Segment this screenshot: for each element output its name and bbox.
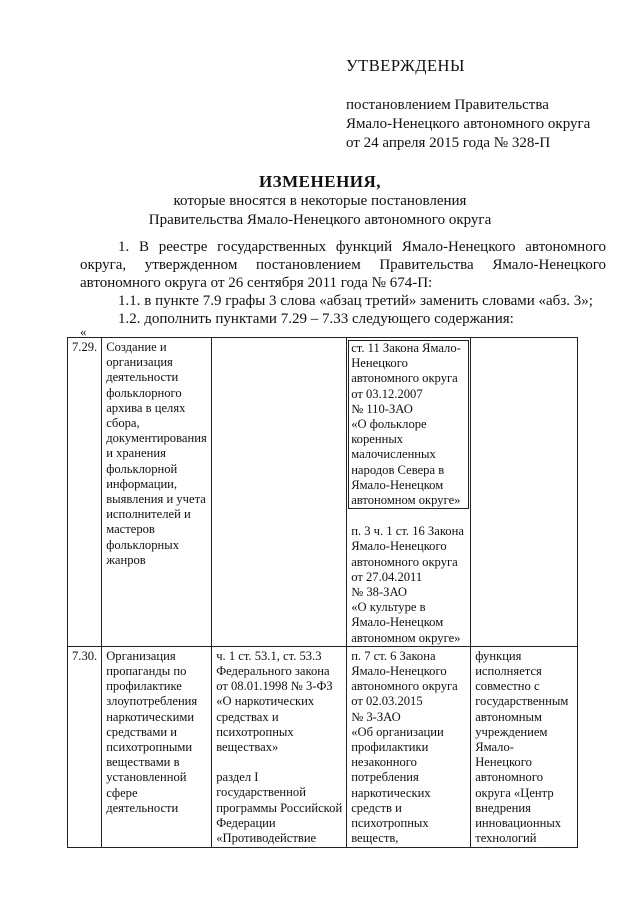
cell-text-line: внедрения bbox=[475, 800, 531, 815]
approval-line: постановлением Правительства bbox=[346, 97, 549, 113]
cell-text-line: округа «Центр bbox=[475, 785, 554, 800]
cell-text-line: Федерации bbox=[216, 815, 276, 830]
regional-basis-cell bbox=[347, 338, 471, 647]
table-row bbox=[68, 338, 578, 647]
cell-text-line: психотропными bbox=[106, 740, 193, 755]
cell-text-line: государственным bbox=[475, 694, 569, 709]
federal-basis-cell bbox=[212, 646, 347, 847]
document-subtitle-line: которые вносятся в некоторые постановления bbox=[173, 193, 467, 209]
cell-text-line: автономного округа bbox=[351, 371, 458, 386]
cell-text-line: № 110-ЗАО bbox=[351, 401, 413, 416]
regional-basis-box bbox=[348, 340, 469, 509]
row-number-cell bbox=[68, 338, 102, 647]
cell-text-line: веществах» bbox=[216, 740, 279, 755]
cell-text-line: № 38-ЗАО bbox=[351, 585, 408, 600]
cell-text-line: «О наркотических bbox=[216, 694, 315, 709]
note-cell bbox=[471, 646, 578, 847]
row-number: 7.30. bbox=[72, 648, 98, 663]
cell-text-line: автономном округе» bbox=[351, 630, 461, 645]
cell-text-line: от 02.03.2015 bbox=[351, 694, 423, 709]
cell-text-line: исполняется bbox=[475, 664, 542, 679]
function-name-cell bbox=[102, 646, 212, 847]
cell-text-line: «О фольклоре bbox=[351, 417, 427, 432]
cell-text-line: Федерального закона bbox=[216, 664, 330, 679]
note-cell bbox=[471, 338, 578, 647]
cell-text-line: мастеров bbox=[106, 522, 155, 537]
cell-text-line: народов Севера в bbox=[351, 462, 445, 477]
cell-text-line: сбора, bbox=[106, 416, 140, 431]
cell-text-line: фольклорной bbox=[106, 461, 178, 476]
federal-basis-cell bbox=[212, 338, 347, 647]
functions-table bbox=[67, 337, 578, 848]
cell-text-line: средствах и bbox=[216, 709, 279, 724]
document-body bbox=[80, 238, 606, 328]
cell-text-line: жанров bbox=[106, 552, 146, 567]
cell-text-line: программы Российской bbox=[216, 800, 343, 815]
cell-text-line: деятельности bbox=[106, 800, 179, 815]
note-text bbox=[475, 649, 573, 847]
cell-text-line: функция bbox=[475, 648, 522, 663]
cell-text-line: Создание и bbox=[106, 340, 167, 354]
opening-quote: « bbox=[80, 324, 87, 339]
cell-text-line: совместно с bbox=[475, 679, 540, 694]
cell-text-line: выявления и учета bbox=[106, 492, 206, 507]
cell-text-line: малочисленных bbox=[351, 447, 436, 462]
cell-text-line: деятельности bbox=[106, 370, 179, 385]
cell-text-line: № 3-ЗАО bbox=[351, 709, 401, 724]
cell-text-line: исполнителей и bbox=[106, 507, 191, 522]
cell-text-line: пропаганды по bbox=[106, 664, 187, 679]
cell-text-line: автономного bbox=[475, 770, 543, 785]
cell-text-line: Ямало-Ненецком bbox=[351, 477, 444, 492]
cell-text-line: психотропных bbox=[351, 816, 429, 831]
cell-text-line: средств и bbox=[351, 800, 402, 815]
cell-text-line: профилактики bbox=[351, 740, 429, 755]
approval-line: от 24 апреля 2015 года № 328-П bbox=[346, 135, 551, 151]
cell-text-line: сфере bbox=[106, 785, 138, 800]
regional-basis-cell bbox=[347, 646, 471, 847]
document-subtitle-line: Правительства Ямало-Ненецкого автономного округа bbox=[148, 212, 492, 228]
cell-text-line: незаконного bbox=[351, 755, 417, 770]
cell-text-line: Ямало- bbox=[475, 740, 514, 755]
cell-text-line: технологий bbox=[475, 831, 537, 846]
document-title: ИЗМЕНЕНИЯ, bbox=[258, 172, 382, 191]
cell-text-line: средствами и bbox=[106, 724, 177, 739]
cell-text-line: от 03.12.2007 bbox=[351, 386, 423, 401]
cell-text-line: учреждением bbox=[475, 724, 548, 739]
document-heading bbox=[0, 172, 640, 230]
approval-title: УТВЕРЖДЕНЫ bbox=[346, 56, 465, 75]
cell-text-line: Ненецкого bbox=[351, 356, 408, 371]
cell-text-line: Ямало-Ненецкого bbox=[351, 664, 447, 679]
cell-text-line: автономного округа bbox=[351, 679, 458, 694]
cell-text-line: веществами в bbox=[106, 755, 180, 770]
cell-text-line: государственной bbox=[216, 785, 306, 800]
paragraph-1-2: 1.2. дополнить пунктами 7.29 – 7.33 следующего содержания: bbox=[118, 311, 514, 327]
cell-text-line: психотропных bbox=[216, 724, 294, 739]
paragraph-1: 1. В реестре государственных функций Ямало-Ненецкого автономного округа, утвержденном постановлением Правительства Ямало-Ненецкого автономного округа от 26 сентября 2011 года № 674-П: bbox=[80, 239, 606, 291]
cell-text-line: архива в целях bbox=[106, 400, 186, 415]
cell-text-line: ст. 11 Закона Ямало- bbox=[351, 341, 461, 355]
cell-text-line: наркотических bbox=[351, 785, 431, 800]
cell-text-line: автономным bbox=[475, 709, 542, 724]
approval-line: Ямало-Ненецкого автономного округа bbox=[346, 116, 591, 132]
cell-text-line: коренных bbox=[351, 432, 404, 447]
cell-text-line: «Противодействие bbox=[216, 831, 317, 846]
cell-text-line: и хранения bbox=[106, 446, 166, 461]
regional-basis-primary bbox=[351, 649, 466, 847]
cell-text-line: фольклорного bbox=[106, 385, 182, 400]
cell-text-line: веществ, bbox=[351, 831, 399, 846]
federal-basis-secondary bbox=[216, 770, 342, 846]
cell-text-line: организация bbox=[106, 355, 173, 370]
cell-text-line: раздел I bbox=[216, 770, 259, 785]
cell-text-line: информации, bbox=[106, 476, 178, 491]
function-name-cell bbox=[102, 338, 212, 647]
cell-text-line: ч. 1 ст. 53.1, ст. 53.3 bbox=[216, 648, 322, 663]
cell-text-line: Ямало-Ненецкого bbox=[351, 539, 447, 554]
cell-text-line: злоупотребления bbox=[106, 694, 198, 709]
row-number: 7.29. bbox=[72, 340, 98, 354]
paragraph-1-1: 1.1. в пункте 7.9 графы 3 слова «абзац третий» заменить словами «абз. 3»; bbox=[118, 293, 593, 309]
cell-text-line: инновационных bbox=[475, 816, 562, 831]
cell-text-line: наркотическими bbox=[106, 709, 195, 724]
row-number-cell bbox=[68, 646, 102, 847]
table-row bbox=[68, 646, 578, 847]
cell-text-line: установленной bbox=[106, 770, 187, 785]
cell-text-line: Организация bbox=[106, 648, 176, 663]
cell-text-line: профилактике bbox=[106, 679, 182, 694]
approval-block bbox=[346, 56, 636, 153]
cell-text-line: Ненецкого bbox=[475, 755, 532, 770]
cell-text-line: п. 7 ст. 6 Закона bbox=[351, 648, 436, 663]
cell-text-line: автономного округа bbox=[351, 554, 458, 569]
cell-text-line: от 27.04.2011 bbox=[351, 569, 423, 584]
cell-text-line: Ямало-Ненецком bbox=[351, 615, 444, 630]
cell-text-line: потребления bbox=[351, 770, 419, 785]
cell-text-line: «Об организации bbox=[351, 724, 444, 739]
cell-text-line: фольклорных bbox=[106, 537, 180, 552]
cell-text-line: п. 3 ч. 1 ст. 16 Закона bbox=[351, 524, 464, 539]
federal-basis-primary bbox=[216, 649, 342, 755]
regional-basis-secondary bbox=[351, 524, 466, 646]
cell-text-line: документирования bbox=[106, 431, 207, 446]
cell-text-line: автономном округе» bbox=[351, 493, 461, 508]
cell-text-line: от 08.01.1998 № 3-ФЗ bbox=[216, 679, 333, 694]
cell-text-line: «О культуре в bbox=[351, 600, 426, 615]
